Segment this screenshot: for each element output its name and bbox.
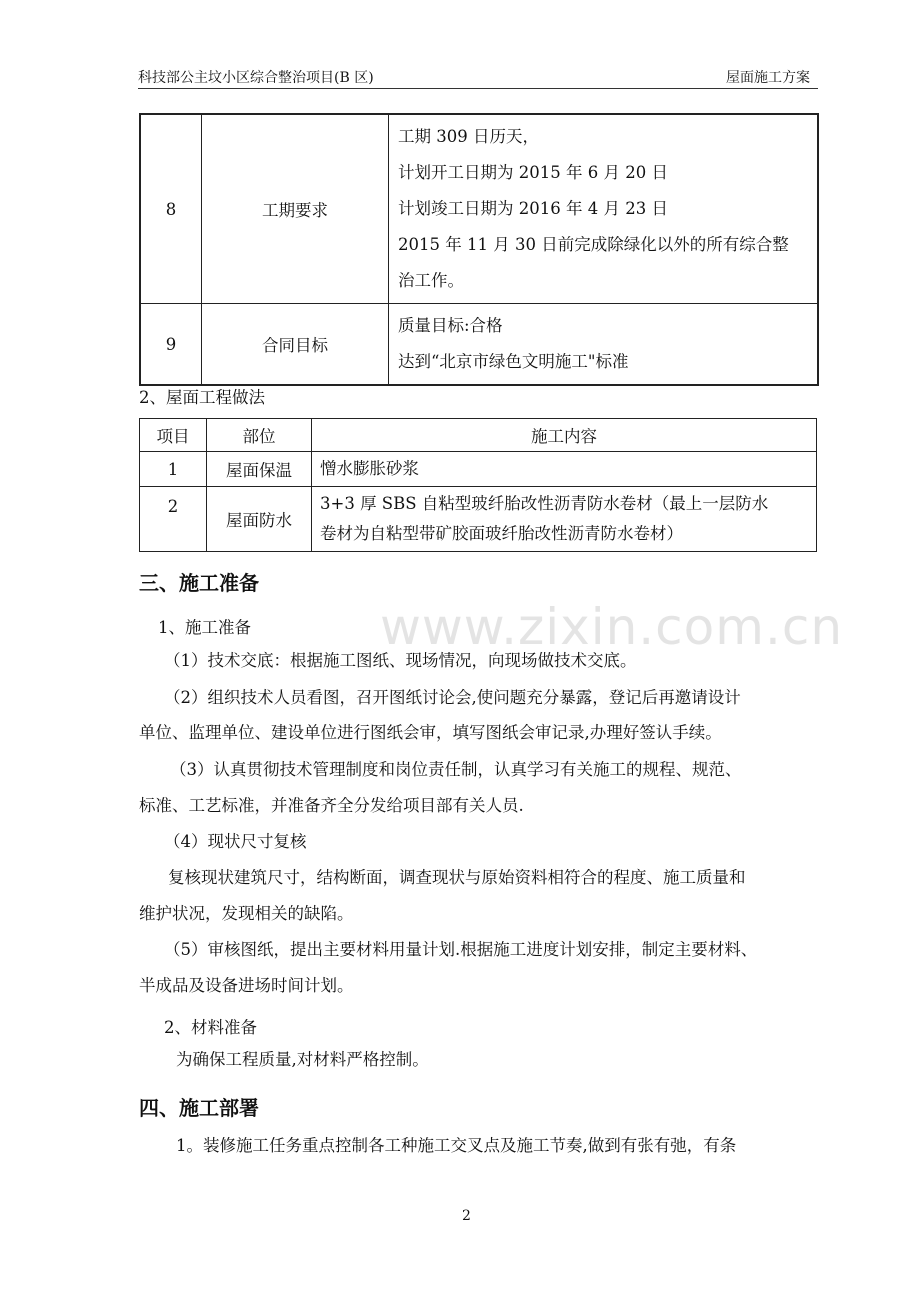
paragraph: （3）认真贯彻技术管理制度和岗位责任制，认真学习有关施工的规程、规范、 <box>170 760 742 779</box>
table-row <box>140 304 818 386</box>
page-header <box>138 64 818 89</box>
row-item-name: 工期要求 <box>202 114 389 304</box>
column-header: 项目 <box>140 419 207 452</box>
content-line: 质量目标:合格 <box>398 316 503 335</box>
content-line: 工期 309 日历天， <box>398 127 539 146</box>
column-header: 施工内容 <box>312 419 817 452</box>
paragraph: 复核现状建筑尺寸，结构断面，调查现状与原始资料相符合的程度、施工质量和 <box>168 868 746 887</box>
table-row <box>140 114 818 304</box>
roof-method-table <box>139 418 817 552</box>
paragraph: 维护状况，发现相关的缺陷。 <box>139 904 354 923</box>
row-item-name: 合同目标 <box>202 304 389 386</box>
row-content <box>312 487 817 552</box>
row-part: 屋面防水 <box>207 487 312 552</box>
paragraph: 为确保工程质量,对材料严格控制。 <box>176 1050 429 1069</box>
paragraph: 半成品及设备进场时间计划。 <box>139 976 354 995</box>
row-content <box>312 452 817 487</box>
header-doc-title: 屋面施工方案 <box>726 70 810 86</box>
paragraph: 标准、工艺标准，并准备齐全分发给项目部有关人员. <box>139 796 524 815</box>
row-number: 1 <box>140 452 207 487</box>
content-line: 憎水膨胀砂浆 <box>320 459 419 478</box>
paragraph: （4）现状尺寸复核 <box>164 832 307 851</box>
section-heading: 四、施工部署 <box>139 1096 259 1120</box>
content-line: 3+3 厚 SBS 自粘型玻纤胎改性沥青防水卷材（最上一层防水 <box>320 494 769 513</box>
content-line: 达到“北京市绿色文明施工"标准 <box>398 352 629 371</box>
paragraph: 2、材料准备 <box>164 1018 257 1037</box>
section-heading: 三、施工准备 <box>139 571 259 595</box>
row-part: 屋面保温 <box>207 452 312 487</box>
content-line: 治工作。 <box>398 271 464 290</box>
content-line: 2015 年 11 月 30 日前完成除绿化以外的所有综合整 <box>398 235 789 254</box>
watermark: www.zixin.com.cn <box>380 598 844 656</box>
paragraph: 单位、监理单位、建设单位进行图纸会审，填写图纸会审记录,办理好签认手续。 <box>139 723 722 742</box>
table-header-row <box>140 419 817 452</box>
content-line: 卷材为自粘型带矿胶面玻纤胎改性沥青防水卷材） <box>320 524 683 543</box>
paragraph: 1、施工准备 <box>158 618 251 637</box>
paragraph: （1）技术交底：根据施工图纸、现场情况，向现场做技术交底。 <box>164 651 637 670</box>
header-project-title: 科技部公主坟小区综合整治项目(B 区) <box>138 70 374 86</box>
page-number: 2 <box>462 1208 471 1224</box>
paragraph: 1。装修施工任务重点控制各工种施工交叉点及施工节奏,做到有张有弛，有条 <box>176 1136 737 1155</box>
row-content <box>389 114 819 304</box>
row-number: 8 <box>140 114 202 304</box>
paragraph: （5）审核图纸，提出主要材料用量计划.根据施工进度计划安排，制定主要材料、 <box>164 940 758 959</box>
row-content <box>389 304 819 386</box>
row-number: 9 <box>140 304 202 386</box>
row-number: 2 <box>140 487 207 552</box>
schedule-table <box>139 113 819 386</box>
table-row <box>140 487 817 552</box>
table-row <box>140 452 817 487</box>
section-subtitle: 2、屋面工程做法 <box>139 388 265 407</box>
content-line: 计划开工日期为 2015 年 6 月 20 日 <box>398 163 668 182</box>
column-header: 部位 <box>207 419 312 452</box>
paragraph: （2）组织技术人员看图，召开图纸讨论会,使问题充分暴露，登记后再邀请设计 <box>164 688 741 707</box>
content-line: 计划竣工日期为 2016 年 4 月 23 日 <box>398 199 668 218</box>
